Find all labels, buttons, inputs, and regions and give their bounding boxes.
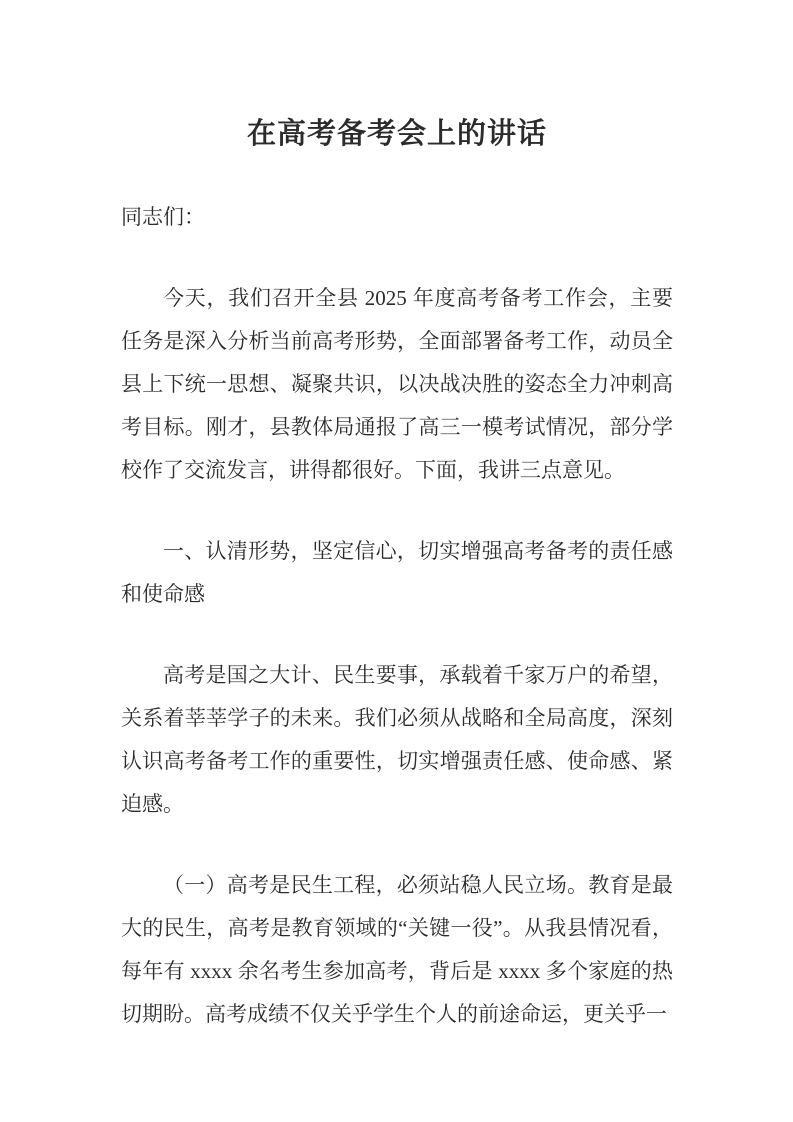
paragraph-body-1: 高考是国之大计、民生要事，承载着千家万户的希望，关系着莘莘学子的未来。我们必须从战略和全局高度，深刻认识高考备考工作的重要性，切实增强责任感、使命感、紧迫感。 (121, 663, 673, 816)
paragraph-intro: 今天，我们召开全县 2025 年度高考备考工作会，主要任务是深入分析当前高考形势，全面部署备考工作，动员全县上下统一思想、凝聚共识，以决战决胜的姿态全力冲刺高考目标。刚才，县教体局通报了高三一模考试情况，部分学校作了交流发言，讲得都很好。下面，我讲三点意见。 (121, 286, 673, 482)
document-title: 在高考备考会上的讲话 (246, 118, 547, 150)
salutation: 同志们： (121, 205, 205, 229)
paragraph-body-2: （一）高考是民生工程，必须站稳人民立场。教育是最大的民生，高考是教育领域的“关键一役”。从我县情况看，每年有 xxxx 余名考生参加高考，背后是 xxxx 多个家庭的热切期盼。高考成绩不仅关乎学生个人的前途命运，更关乎一 (121, 873, 673, 1026)
section-heading-1: 一、认清形势，坚定信心，切实增强高考备考的责任感和使命感 (121, 539, 673, 606)
